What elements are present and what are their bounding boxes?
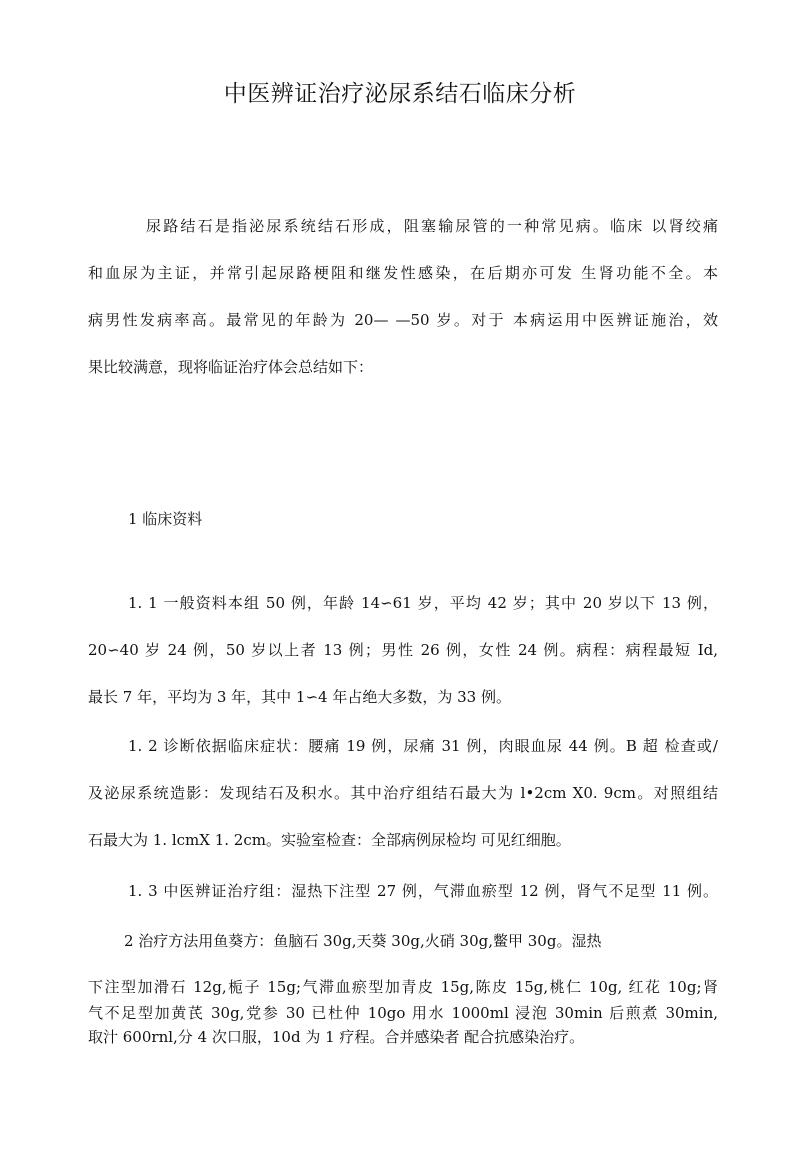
intro-line-2: 和血尿为主证，并常引起尿路梗阻和继发性感染，在后期亦可发 生肾功能不全。本 [88,264,718,282]
intro-line-3: 病男性发病率高。最常见的年龄为 20— —50 岁。对于 本病运用中医辨证施治，效 [88,311,718,329]
section-2-heading-line: 2 治疗方法用鱼葵方：鱼脑石 30g,天葵 30g,火硝 30g,鳖甲 30g。湿热 [124,932,602,950]
para-1-1-line-2: 20∽40 岁 24 例，50 岁以上者 13 例；男性 26 例，女性 24 例。病程：病程最短 Id, [88,641,718,659]
intro-line-4: 果比较满意，现将临证治疗体会总结如下： [88,358,374,376]
para-1-1-line-1: 1. 1 一般资料本组 50 例，年龄 14∽61 岁，平均 42 岁；其中 20 岁以下 13 例， [128,594,718,612]
intro-line-1: 尿路结石是指泌尿系统结石形成，阻塞输尿管的一种常见病。临床 以肾绞痛 [146,217,718,235]
para-1-3-line-1: 1. 3 中医辨证治疗组：湿热下注型 27 例，气滞血瘀型 12 例，肾气不足型 11 例。 [128,882,718,900]
para-1-2-line-3: 石最大为 1. lcmX 1. 2cm。实验室检查：全部病例尿检均 可见红细胞。 [88,831,571,849]
para-1-1-line-3: 最长 7 年，平均为 3 年，其中 1∽4 年占绝大多数，为 33 例。 [88,688,511,706]
section-2-line-1: 下注型加滑石 12g,栀子 15g;气滞血瘀型加青皮 15g,陈皮 15g,桃仁 10g, 红花 10g;肾 [88,978,718,996]
document-title: 中医辨证治疗泌尿系结石临床分析 [223,81,577,107]
section-2-line-2: 气不足型加黄芪 30g,党参 30 已杜仲 10go 用水 1000ml 浸泡 30min 后煎煮 30min, [88,1004,718,1022]
para-1-2-line-1: 1. 2 诊断依据临床症状：腰痛 19 例，尿痛 31 例，肉眼血尿 44 例。B 超 检查或/ [128,737,718,755]
para-1-2-line-2: 及泌尿系统造影：发现结石及积水。其中治疗组结石最大为 l•2cm X0. 9cm。对照组结 [88,784,718,802]
section-1-heading: 1 临床资料 [128,510,203,528]
section-2-line-3: 取汁 600rnl,分 4 次口服，10d 为 1 疗程。合并感染者 配合抗感染治疗。 [88,1028,585,1046]
